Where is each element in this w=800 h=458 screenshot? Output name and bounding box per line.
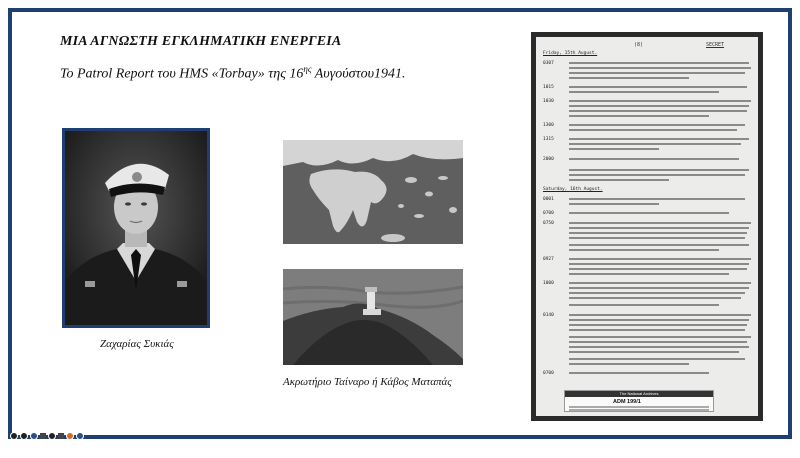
report-date-heading: Saturday, 16th August. — [543, 187, 603, 192]
patrol-report-scan — [531, 32, 763, 421]
entry-time: 0927 — [543, 257, 554, 262]
entry-time: 1000 — [543, 281, 554, 286]
national-archives-stamp — [564, 390, 714, 412]
entry-time: 1300 — [543, 123, 554, 128]
subtitle-main: To Patrol Report του HMS «Torbay» της 16 — [60, 66, 304, 82]
report-entry — [543, 281, 755, 301]
report-date-heading: Friday, 15th August. — [543, 51, 598, 56]
slide-title: ΜΙΑ ΑΓΝΩΣΤΗ ΕΓΚΛΗΜΑΤΙΚΗ ΕΝΕΡΓΕΙΑ — [60, 34, 342, 49]
entry-time: 0700 — [543, 371, 554, 376]
slide-subtitle — [60, 64, 406, 83]
report-classification: SECRET — [706, 42, 725, 48]
portrait-photo — [62, 128, 210, 328]
entry-time: 0140 — [543, 313, 554, 318]
entry-time: 1030 — [543, 99, 554, 104]
archive-reference: ADM 199/1 — [613, 399, 641, 405]
report-page — [536, 37, 758, 416]
report-entry — [543, 61, 755, 81]
report-entry — [543, 221, 755, 241]
peloponnese-map — [283, 140, 463, 244]
portrait-figure — [65, 131, 207, 325]
cape-tainaron-photo — [283, 269, 463, 365]
map-image — [283, 140, 463, 244]
entry-time: 1315 — [543, 137, 554, 142]
report-entry — [543, 165, 755, 185]
report-entry — [543, 371, 755, 391]
creative-commons-license-icon — [10, 431, 102, 441]
report-entry — [543, 313, 755, 333]
report-entry — [543, 257, 755, 277]
entry-time: 0750 — [543, 221, 554, 226]
cape-caption: Ακρωτήριο Ταίναρο ή Κάβος Ματαπάς — [283, 376, 452, 388]
report-entry — [543, 99, 755, 119]
entry-time: 1015 — [543, 85, 554, 90]
lighthouse-scene — [283, 269, 463, 365]
subtitle-superscript: ης — [303, 64, 312, 74]
subtitle-tail: Αυγούστου1941. — [311, 66, 406, 82]
archive-label: The National Archives — [565, 391, 713, 397]
entry-time: 0307 — [543, 61, 554, 66]
entry-time: 2000 — [543, 157, 554, 162]
report-entry — [543, 335, 755, 355]
entry-time: 0001 — [543, 197, 554, 202]
entry-time: 0700 — [543, 211, 554, 216]
report-entry — [543, 137, 755, 157]
report-page-number: (8) — [634, 42, 644, 48]
portrait-caption: Ζαχαρίας Συκιάς — [100, 338, 174, 350]
